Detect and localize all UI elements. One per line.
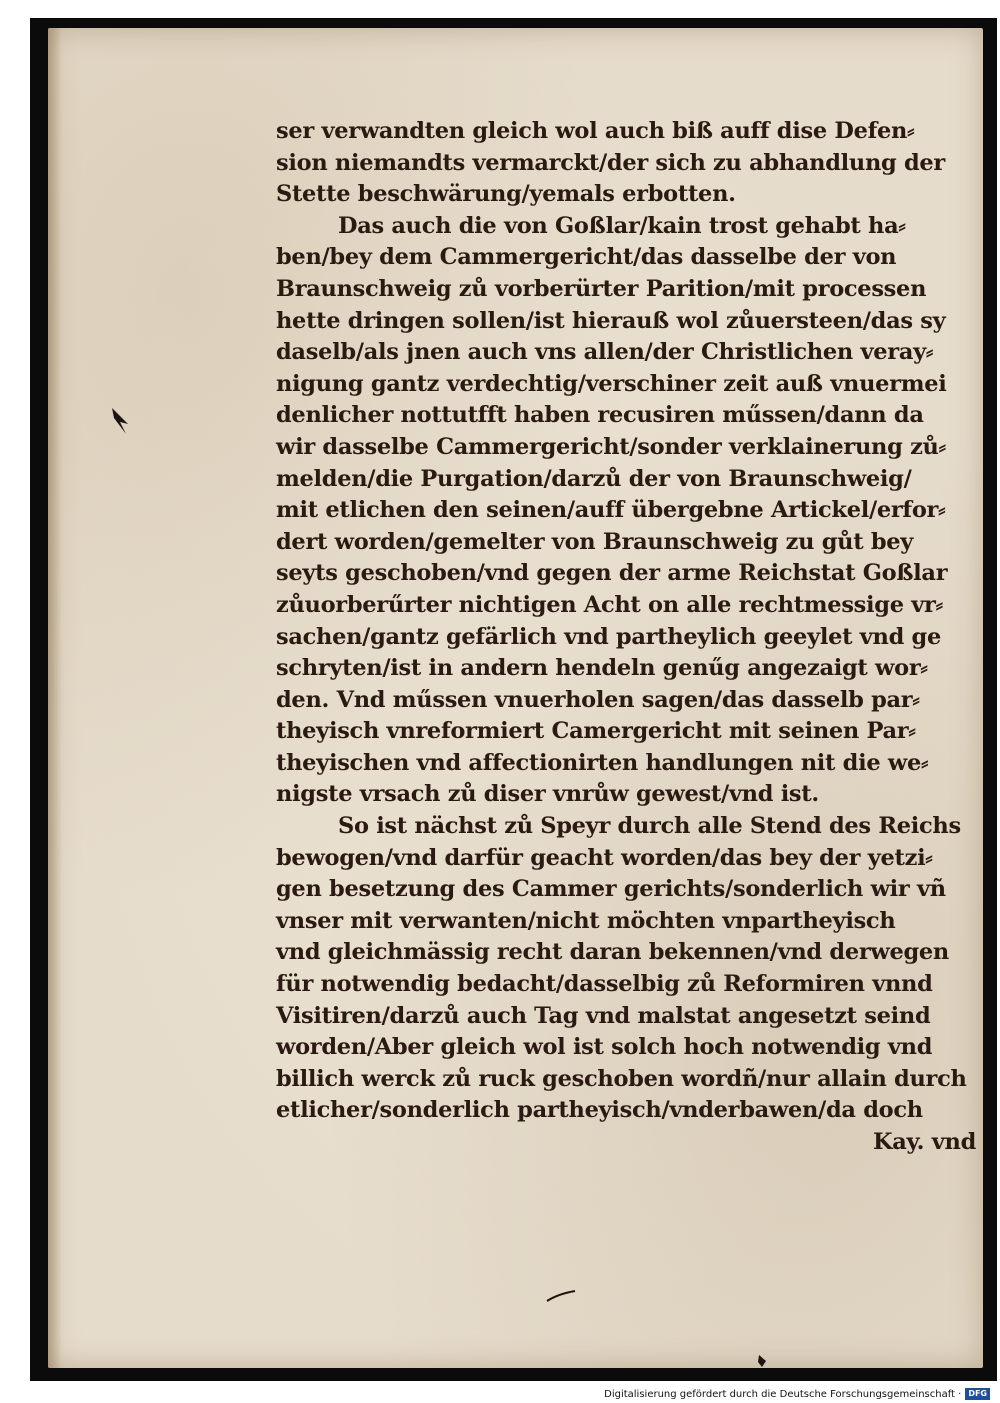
text-line: sachen/gantz gefärlich vnd partheylich geeylet vnd ge	[276, 623, 941, 650]
text-line: zůuorberűrter nichtigen Acht on alle rechtmessige vr⸗	[276, 591, 943, 618]
text-line: den. Vnd műssen vnuerholen sagen/das dasselb par⸗	[276, 686, 920, 713]
text-line: Das auch die von Goßlar/kain trost gehabt ha⸗	[338, 212, 906, 239]
footer-credit: Digitalisierung gefördert durch die Deutsche Forschungsgemeinschaft ·	[604, 1388, 962, 1400]
text-line: So ist nächst zů Speyr durch alle Stend des Reichs	[338, 813, 961, 840]
text-line: nigste vrsach zů diser vnrůw gewest/vnd ist.	[276, 781, 819, 808]
arrow-mark-icon	[110, 406, 130, 436]
text-line: sion niemandts vermarckt/der sich zu abhandlung der	[276, 149, 945, 176]
text-line: theyisch vnreformiert Camergericht mit seinen Par⸗	[276, 718, 916, 745]
ink-stroke-icon	[546, 1290, 576, 1302]
text-line: mit etlichen den seinen/auff übergebne Artickel/erfor⸗	[276, 497, 946, 524]
text-line: Stette beschwärung/yemals erbotten.	[276, 181, 736, 208]
text-line: nigung gantz verdechtig/verschiner zeit auß vnuermei	[276, 370, 947, 397]
text-line: ser verwandten gleich wol auch biß auff dise Defen⸗	[276, 118, 915, 144]
text-line: schryten/ist in andern hendeln genűg angezaigt wor⸗	[276, 655, 928, 682]
text-line: seyts geschoben/vnd gegen der arme Reichstat Goßlar	[276, 560, 948, 587]
text-line: theyischen vnd affectionirten handlungen nit die we⸗	[276, 749, 929, 776]
page-text	[276, 116, 976, 1159]
text-line: etlicher/sonderlich partheyisch/vnderbawen/da doch	[276, 1097, 923, 1124]
text-line: hette dringen sollen/ist hierauß wol zůuersteen/das sy	[276, 307, 946, 334]
text-line: billich werck zů ruck geschoben wordñ/nur allain durch	[276, 1065, 967, 1092]
text-line: dert worden/gemelter von Braunschweig zu gůt bey	[276, 528, 914, 555]
text-line: vnser mit verwanten/nicht möchten vnpartheyisch	[276, 907, 896, 934]
scanned-page	[48, 28, 983, 1368]
catchword: Kay. vnd	[872, 1129, 976, 1155]
text-line: melden/die Purgation/darzů der von Braunschweig/	[276, 465, 912, 492]
dfg-logo[interactable]: DFG	[965, 1388, 990, 1400]
text-line: ben/bey dem Cammergericht/das dasselbe der von	[276, 244, 897, 271]
ink-dot-icon	[756, 1354, 768, 1368]
page-edge-shadow	[48, 28, 62, 1368]
text-line: wir dasselbe Cammergericht/sonder verklainerung zů⸗	[276, 433, 946, 460]
text-line: für notwendig bedacht/dasselbig zů Reformiren vnnd	[276, 971, 933, 998]
text-line: Visitiren/darzů auch Tag vnd malstat angesetzt seind	[276, 1002, 931, 1029]
text-line: worden/Aber gleich wol ist solch hoch notwendig vnd	[276, 1034, 933, 1061]
text-line: Braunschweig zů vorberürter Parition/mit processen	[276, 275, 927, 302]
text-line: vnd gleichmässig recht daran bekennen/vnd derwegen	[276, 939, 949, 966]
text-line: denlicher nottutfft haben recusiren műssen/dann da	[276, 402, 924, 429]
text-line: daselb/als jnen auch vns allen/der Christlichen veray⸗	[276, 339, 934, 366]
text-line: gen besetzung des Cammer gerichts/sonderlich wir vñ	[276, 876, 946, 903]
text-line: bewogen/vnd darfür geacht worden/das bey der yetzi⸗	[276, 844, 933, 871]
digitization-footer	[0, 1385, 1000, 1403]
